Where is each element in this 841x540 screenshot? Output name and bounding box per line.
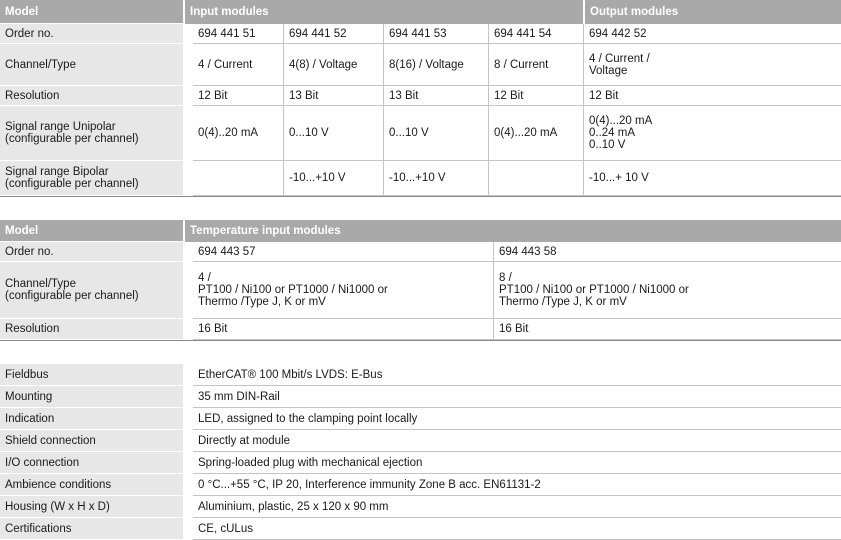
table-row: [0, 24, 841, 44]
table-row: [0, 161, 841, 196]
cell: 0...10 V: [283, 106, 383, 161]
table-row: [0, 452, 841, 474]
header-input-modules: Input modules: [183, 0, 583, 24]
row-label: Housing (W x H x D): [0, 496, 183, 518]
cell: 8 / PT100 / Ni100 or PT1000 / Ni1000 or Thermo /Type J, K or mV: [493, 262, 841, 319]
table-row: [0, 242, 841, 262]
cell: 13 Bit: [283, 86, 383, 106]
cell: 4 / Current / Voltage: [583, 44, 841, 86]
cell: 694 443 57: [193, 242, 493, 262]
table-header: [0, 220, 841, 242]
cell: 13 Bit: [383, 86, 488, 106]
cell: 694 441 53: [383, 24, 488, 44]
cell: 0(4)..20 mA: [193, 106, 283, 161]
table-row: [0, 364, 841, 386]
cell: -10...+ 10 V: [583, 161, 841, 196]
cell: 0...10 V: [383, 106, 488, 161]
table-row: [0, 262, 841, 319]
row-label: Indication: [0, 408, 183, 430]
row-label: Signal range Bipolar (configurable per channel): [0, 161, 183, 196]
cell: 12 Bit: [488, 86, 583, 106]
cell: 694 442 52: [583, 24, 841, 44]
cell: 694 443 58: [493, 242, 841, 262]
row-label: Ambience conditions: [0, 474, 183, 496]
cell: -10...+10 V: [383, 161, 488, 196]
cell: 8(16) / Voltage: [383, 44, 488, 86]
cell: 0(4)...20 mA: [488, 106, 583, 161]
header-output-modules: Output modules: [583, 0, 841, 24]
row-label: Shield connection: [0, 430, 183, 452]
table-row: [0, 44, 841, 86]
header-model: Model: [0, 0, 183, 24]
row-label: Certifications: [0, 518, 183, 540]
cell: 694 441 52: [283, 24, 383, 44]
cell: CE, cULus: [193, 518, 841, 540]
table-row: [0, 430, 841, 452]
row-label: Channel/Type: [0, 44, 183, 86]
row-label: Resolution: [0, 86, 183, 106]
cell: Spring-loaded plug with mechanical ejection: [193, 452, 841, 474]
header-model: Model: [0, 220, 183, 242]
cell: 4(8) / Voltage: [283, 44, 383, 86]
row-label: Channel/Type (configurable per channel): [0, 262, 183, 319]
cell: EtherCAT® 100 Mbit/s LVDS: E-Bus: [193, 364, 841, 386]
cell: 694 441 54: [488, 24, 583, 44]
cell: [488, 161, 583, 196]
cell: Aluminium, plastic, 25 x 120 x 90 mm: [193, 496, 841, 518]
cell: 8 / Current: [488, 44, 583, 86]
table-row: [0, 518, 841, 540]
table-row: [0, 474, 841, 496]
cell: 4 / Current: [193, 44, 283, 86]
header-temperature-modules: Temperature input modules: [183, 220, 841, 242]
table-row: [0, 106, 841, 161]
row-label: Order no.: [0, 24, 183, 44]
cell: -10...+10 V: [283, 161, 383, 196]
cell: [193, 161, 283, 196]
cell: 0(4)...20 mA 0..24 mA 0..10 V: [583, 106, 841, 161]
cell: 16 Bit: [193, 319, 493, 340]
row-label: Signal range Unipolar (configurable per channel): [0, 106, 183, 161]
cell: 694 441 51: [193, 24, 283, 44]
cell: LED, assigned to the clamping point locally: [193, 408, 841, 430]
table-row: [0, 319, 841, 340]
row-label: Order no.: [0, 242, 183, 262]
cell: 12 Bit: [583, 86, 841, 106]
cell: Directly at module: [193, 430, 841, 452]
cell: 0 °C...+55 °C, IP 20, Interference immunity Zone B acc. EN61131-2: [193, 474, 841, 496]
row-label: Fieldbus: [0, 364, 183, 386]
row-label: I/O connection: [0, 452, 183, 474]
row-label: Resolution: [0, 319, 183, 340]
table-row: [0, 386, 841, 408]
cell: 12 Bit: [193, 86, 283, 106]
table-row: [0, 496, 841, 518]
table-divider: [0, 196, 841, 197]
table-row: [0, 408, 841, 430]
cell: 16 Bit: [493, 319, 841, 340]
cell: 35 mm DIN-Rail: [193, 386, 841, 408]
cell: 4 / PT100 / Ni100 or PT1000 / Ni1000 or Thermo /Type J, K or mV: [193, 262, 493, 319]
table-header: [0, 0, 841, 24]
table-row: [0, 86, 841, 106]
table-divider: [0, 340, 841, 341]
row-label: Mounting: [0, 386, 183, 408]
